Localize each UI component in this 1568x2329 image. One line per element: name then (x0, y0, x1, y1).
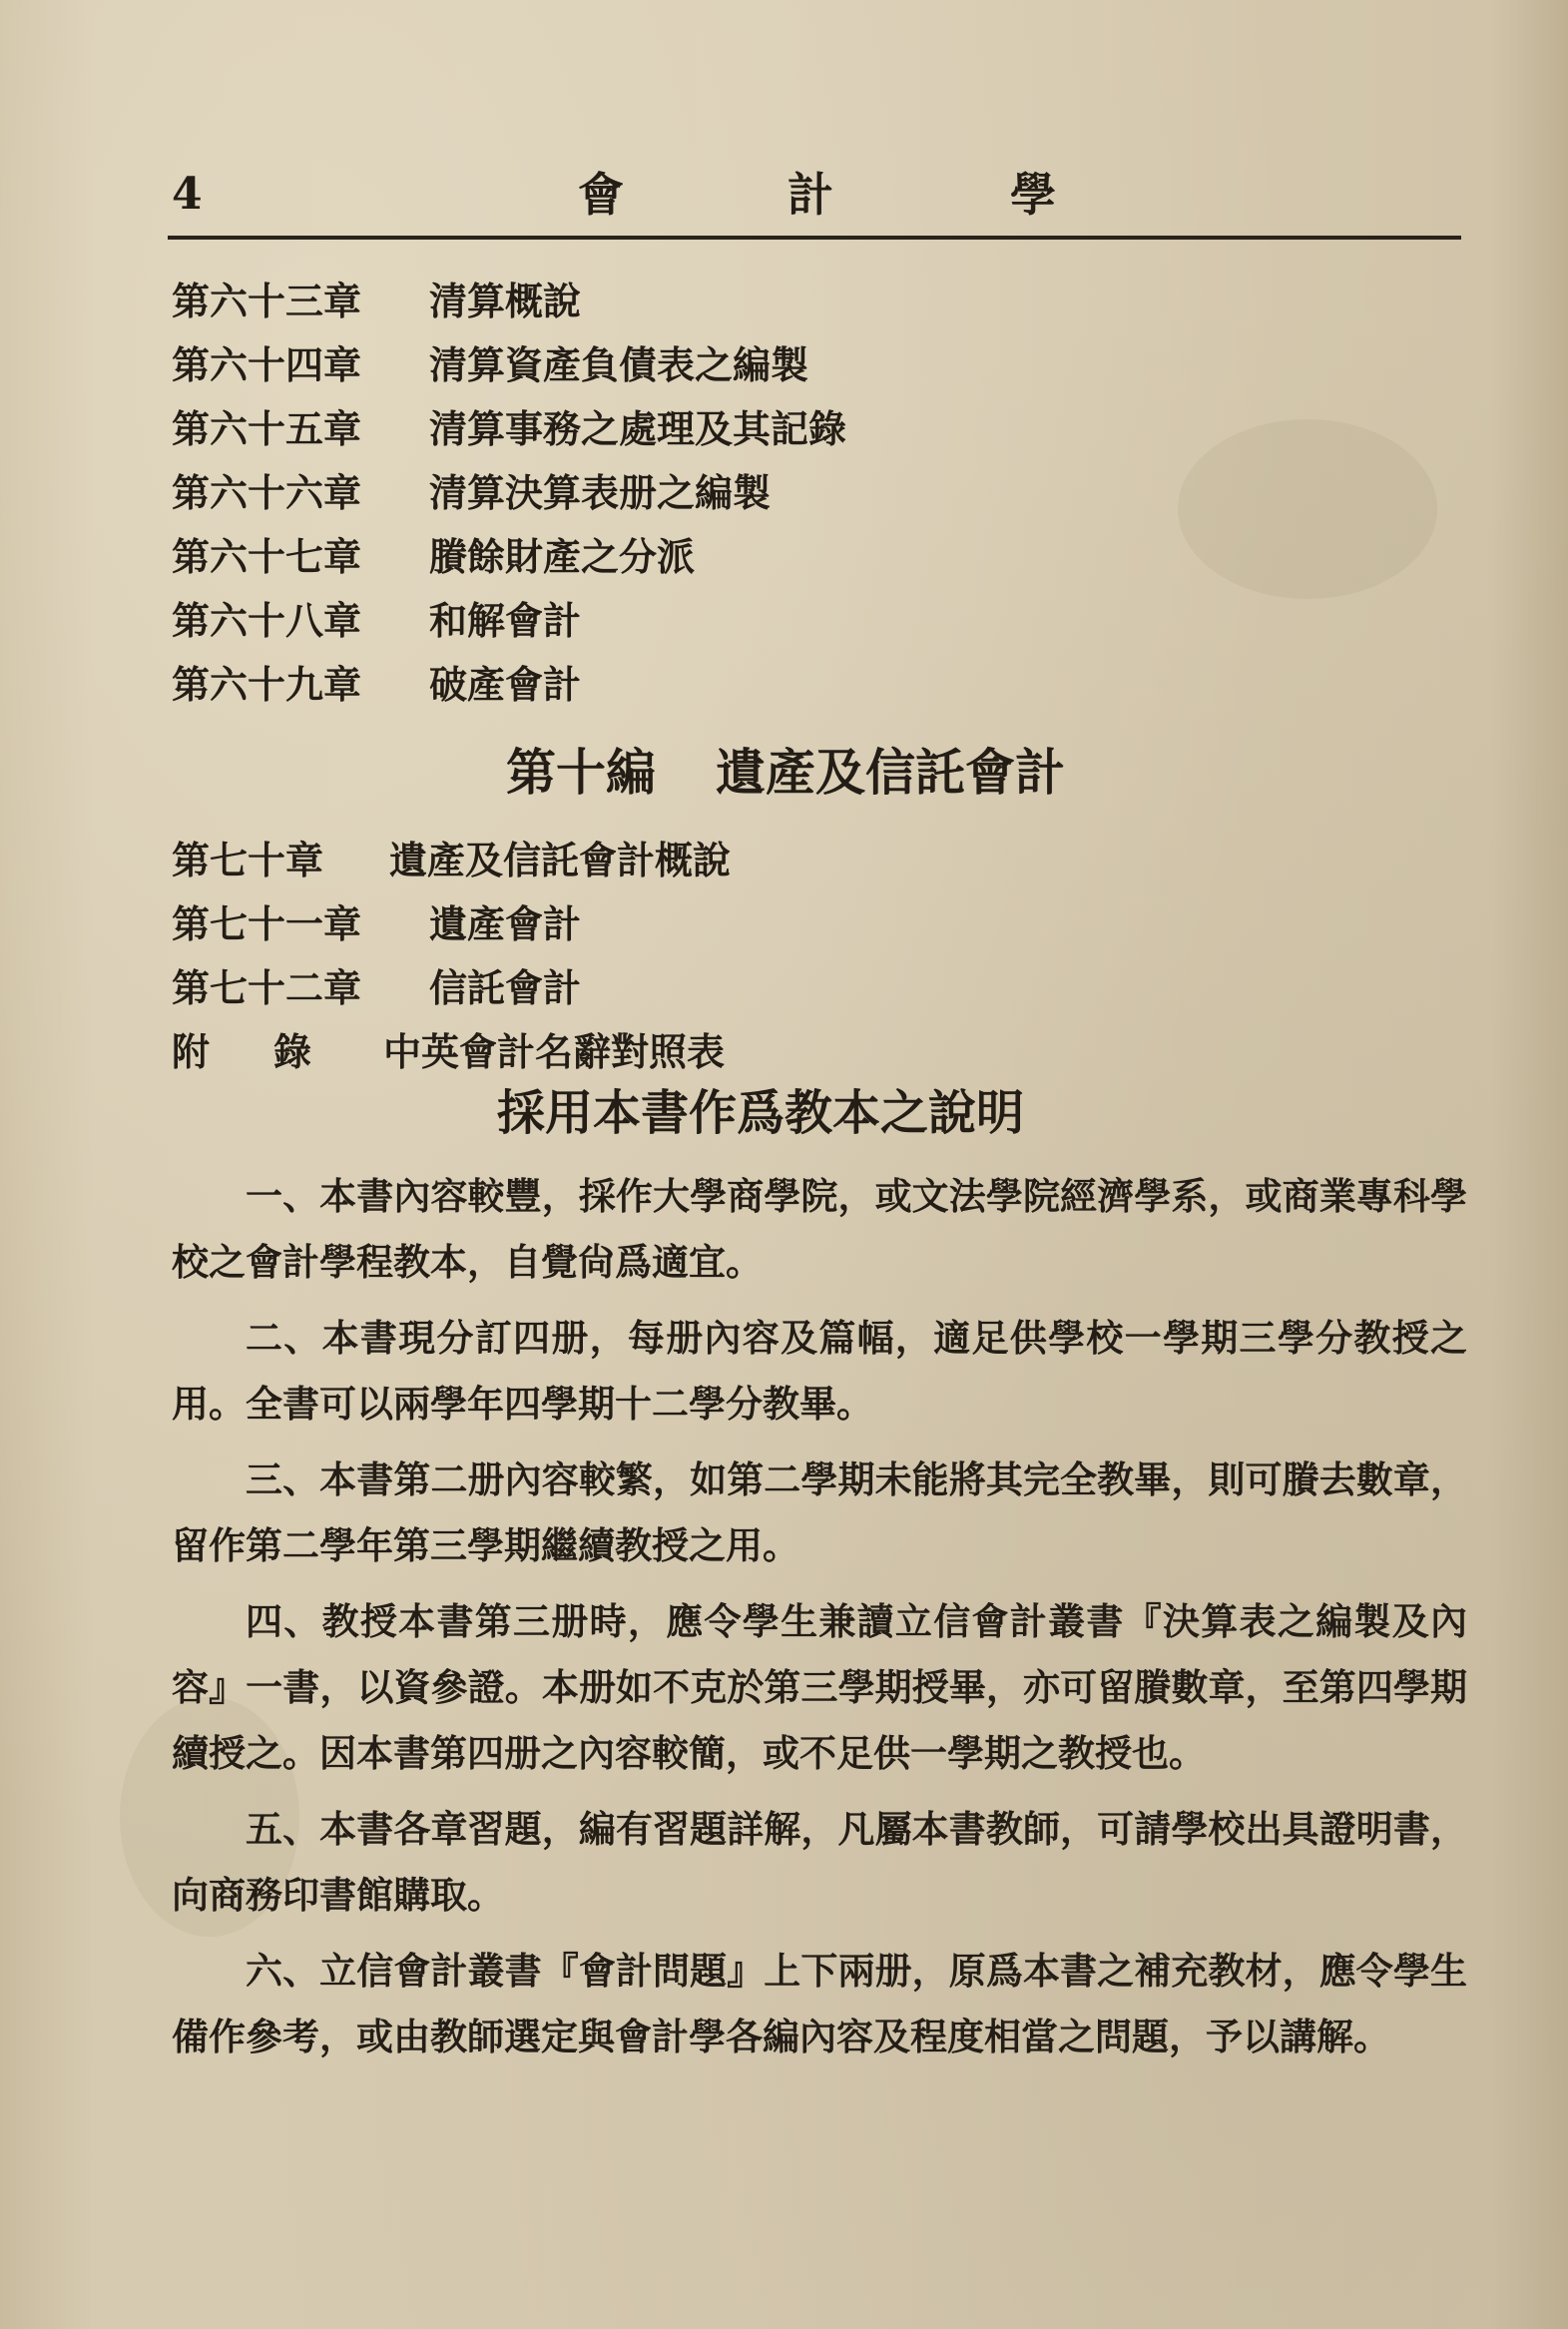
chapter-number: 第七十一章 (172, 901, 362, 946)
part-title: 遺產及信託會計 (716, 743, 1065, 802)
note-paragraph: 三、本書第二册內容較繁，如第二學期未能將其完全教畢，則可賸去數章，留作第二學年第三學期繼續教授之用。 (172, 1457, 1467, 1567)
chapter-title: 信託會計 (429, 965, 582, 1010)
toc-entry (172, 525, 1469, 589)
page-header (172, 165, 1469, 225)
table-of-contents (172, 270, 1469, 1084)
chapter-title: 遺產及信託會計概說 (389, 838, 732, 882)
chapter-title: 清算資產負債表之編製 (429, 342, 809, 387)
chapter-number: 第六十五章 (172, 406, 362, 451)
chapter-number: 第七十章 (172, 838, 324, 882)
part-number: 第十編 (506, 743, 656, 802)
chapter-title: 清算決算表册之編製 (429, 470, 772, 515)
appendix-title: 中英會計名辭對照表 (383, 1029, 726, 1074)
chapter-title: 賸餘財產之分派 (429, 534, 696, 579)
chapter-number: 第六十九章 (172, 662, 362, 707)
page-number: 4 (172, 169, 203, 220)
chapter-number: 第六十三章 (172, 279, 362, 323)
toc-entry (172, 461, 1469, 525)
toc-entry (172, 892, 1469, 956)
running-title-char: 計 (787, 168, 833, 222)
chapter-number: 第六十四章 (172, 342, 362, 387)
chapter-number: 第七十二章 (172, 965, 362, 1010)
note-paragraph: 六、立信會計叢書『會計問題』上下兩册，原爲本書之補充教材，應令學生備作參考，或由教師選定與會計學各編內容及程度相當之問題，予以講解。 (172, 1949, 1467, 2058)
chapter-title: 和解會計 (429, 598, 582, 643)
chapter-title: 遺產會計 (429, 901, 582, 946)
toc-entry (172, 397, 1469, 461)
running-title-char: 會 (578, 168, 624, 222)
toc-entry (172, 270, 1469, 333)
chapter-number: 第六十六章 (172, 470, 362, 515)
chapter-title: 清算事務之處理及其記錄 (429, 406, 847, 451)
part-heading (172, 717, 1469, 829)
note-paragraph: 二、本書現分訂四册，每册內容及篇幅，適足供學校一學期三學分教授之用。全書可以兩學年四學期十二學分教畢。 (172, 1316, 1467, 1426)
note-paragraph: 四、教授本書第三册時，應令學生兼讀立信會計叢書『決算表之編製及內容』一書，以資參證。本册如不克於第三學期授畢，亦可留賸數章，至第四學期續授之。因本書第四册之內容較簡，或不足供一學期之教授也。 (172, 1599, 1467, 1775)
header-rule (168, 236, 1461, 240)
note-paragraph: 五、本書各章習題，編有習題詳解，凡屬本書教師，可請學校出具證明書，向商務印書館購取。 (172, 1807, 1467, 1917)
toc-entry (172, 333, 1469, 397)
toc-entry (172, 956, 1469, 1020)
chapter-number: 第六十七章 (172, 534, 362, 579)
toc-entry (172, 829, 1469, 892)
chapter-number: 第六十八章 (172, 598, 362, 643)
notes-section (172, 1163, 1467, 2079)
chapter-title: 清算概說 (429, 279, 582, 323)
toc-entry (172, 653, 1469, 717)
toc-entry (172, 589, 1469, 653)
chapter-title: 破產會計 (429, 662, 582, 707)
note-paragraph: 一、本書內容較豐，採作大學商學院，或文法學院經濟學系，或商業專科學校之會計學程教本，自覺尙爲適宜。 (172, 1174, 1467, 1284)
running-title-char: 學 (1010, 168, 1056, 222)
notes-heading: 採用本書作爲教本之說明 (496, 1085, 1024, 1141)
appendix-label: 附錄 (172, 1029, 376, 1074)
